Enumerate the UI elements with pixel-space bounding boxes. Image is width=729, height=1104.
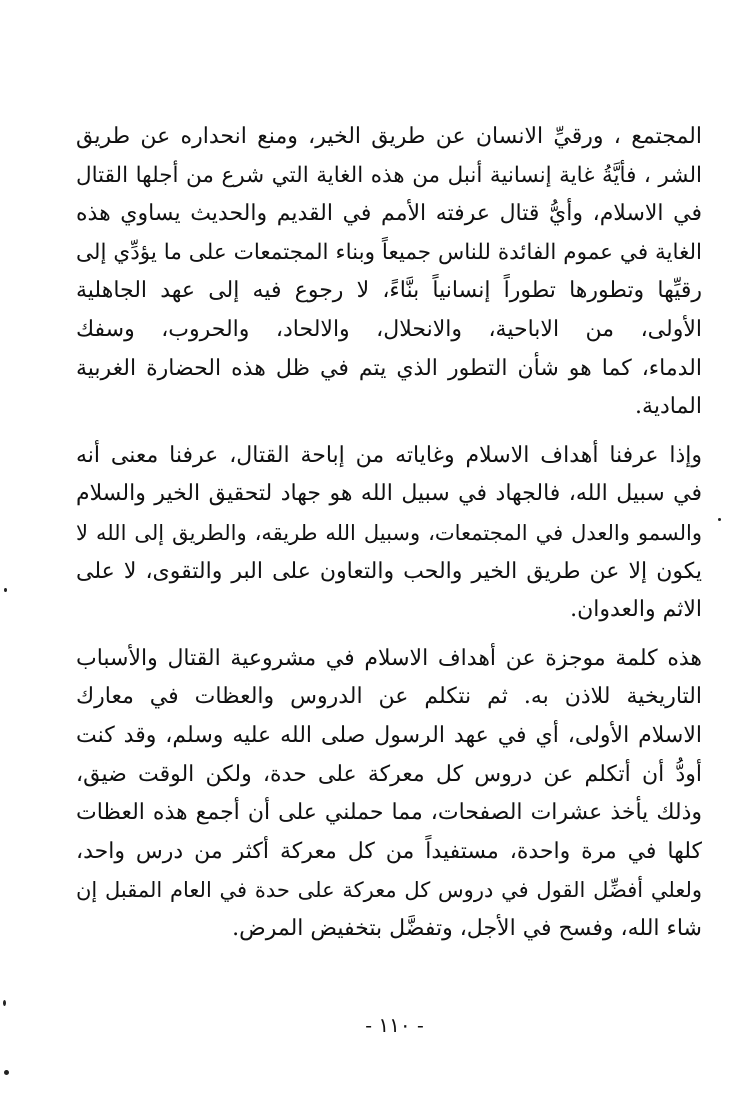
text-line: والسمو والعدل في المجتمعات، وسبيل الله طريقه، والطريق إلى الله لا xyxy=(76,520,702,545)
text-line: المادية. xyxy=(635,394,702,420)
text-line: وإذا عرفنا أهداف الاسلام وغاياته من إباحة القتال، عرفنا معنى أنه xyxy=(76,442,702,468)
text-line: الدماء، كما هو شأن التطور الذي يتم في ظل هذه الحضارة الغربية xyxy=(76,355,702,381)
page-body xyxy=(76,118,702,948)
text-line: الغاية في عموم الفائدة للناس جميعاً وبناء المجتمعات على ما يؤدِّي إلى xyxy=(76,239,702,265)
text-line: الشر ، فأيَّةُ غاية إنسانية أنبل من هذه الغاية التي شرع من أجلها القتال xyxy=(76,162,702,188)
text-line: في سبيل الله، فالجهاد في سبيل الله هو جهاد لتحقيق الخير والسلام xyxy=(76,481,702,507)
text-line: يكون إلا عن طريق الخير والحب والتعاون على البر والتقوى، لا على xyxy=(76,558,702,584)
text-line: المجتمع ، ورقيِّ الانسان عن طريق الخير، ومنع انحداره عن طريق xyxy=(76,124,702,149)
paragraph-2 xyxy=(76,437,702,630)
text-line: هذه كلمة موجزة عن أهداف الاسلام في مشروعية القتال والأسباب xyxy=(76,645,702,671)
text-line: الاثم والعدوان. xyxy=(570,597,702,623)
paragraph-3 xyxy=(76,640,702,949)
text-line: التاريخية للاذن به. ثم نتكلم عن الدروس والعظات في معارك xyxy=(76,684,702,710)
paragraph-1 xyxy=(76,118,702,427)
text-line: شاء الله، وفسح في الأجل، وتفضَّل بتخفيض المرض. xyxy=(232,915,702,941)
page-number: - ١١٠ - xyxy=(365,1013,424,1037)
scan-speck xyxy=(3,1000,6,1006)
text-line: أودُّ أن أتكلم عن دروس كل معركة على حدة، ولكن الوقت ضيق، xyxy=(76,761,702,787)
text-line: ولعلي أفضِّل القول في دروس كل معركة على حدة في العام المقبل إن xyxy=(76,878,702,903)
text-line: وذلك يأخذ عشرات الصفحات، مما حملني على أن أجمع هذه العظات xyxy=(76,800,702,826)
text-line: رقيِّها وتطورها تطوراً إنسانياً بنَّاءً، لا رجوع فيه إلى عهد الجاهلية xyxy=(76,278,702,304)
text-line: كلها في مرة واحدة، مستفيداً من كل معركة أكثر من درس واحد، xyxy=(76,838,702,864)
text-line: في الاسلام، وأيُّ قتال عرفته الأمم في القديم والحديث يساوي هذه xyxy=(76,201,702,227)
text-line: الاسلام الأولى، أي في عهد الرسول صلى الله عليه وسلم، وقد كنت xyxy=(76,722,702,748)
scan-speck xyxy=(4,1070,9,1075)
scan-speck xyxy=(4,588,7,592)
text-line: الأولى، من الاباحية، والانحلال، والالحاد، والحروب، وسفك xyxy=(76,316,702,342)
scan-speck xyxy=(718,518,721,521)
